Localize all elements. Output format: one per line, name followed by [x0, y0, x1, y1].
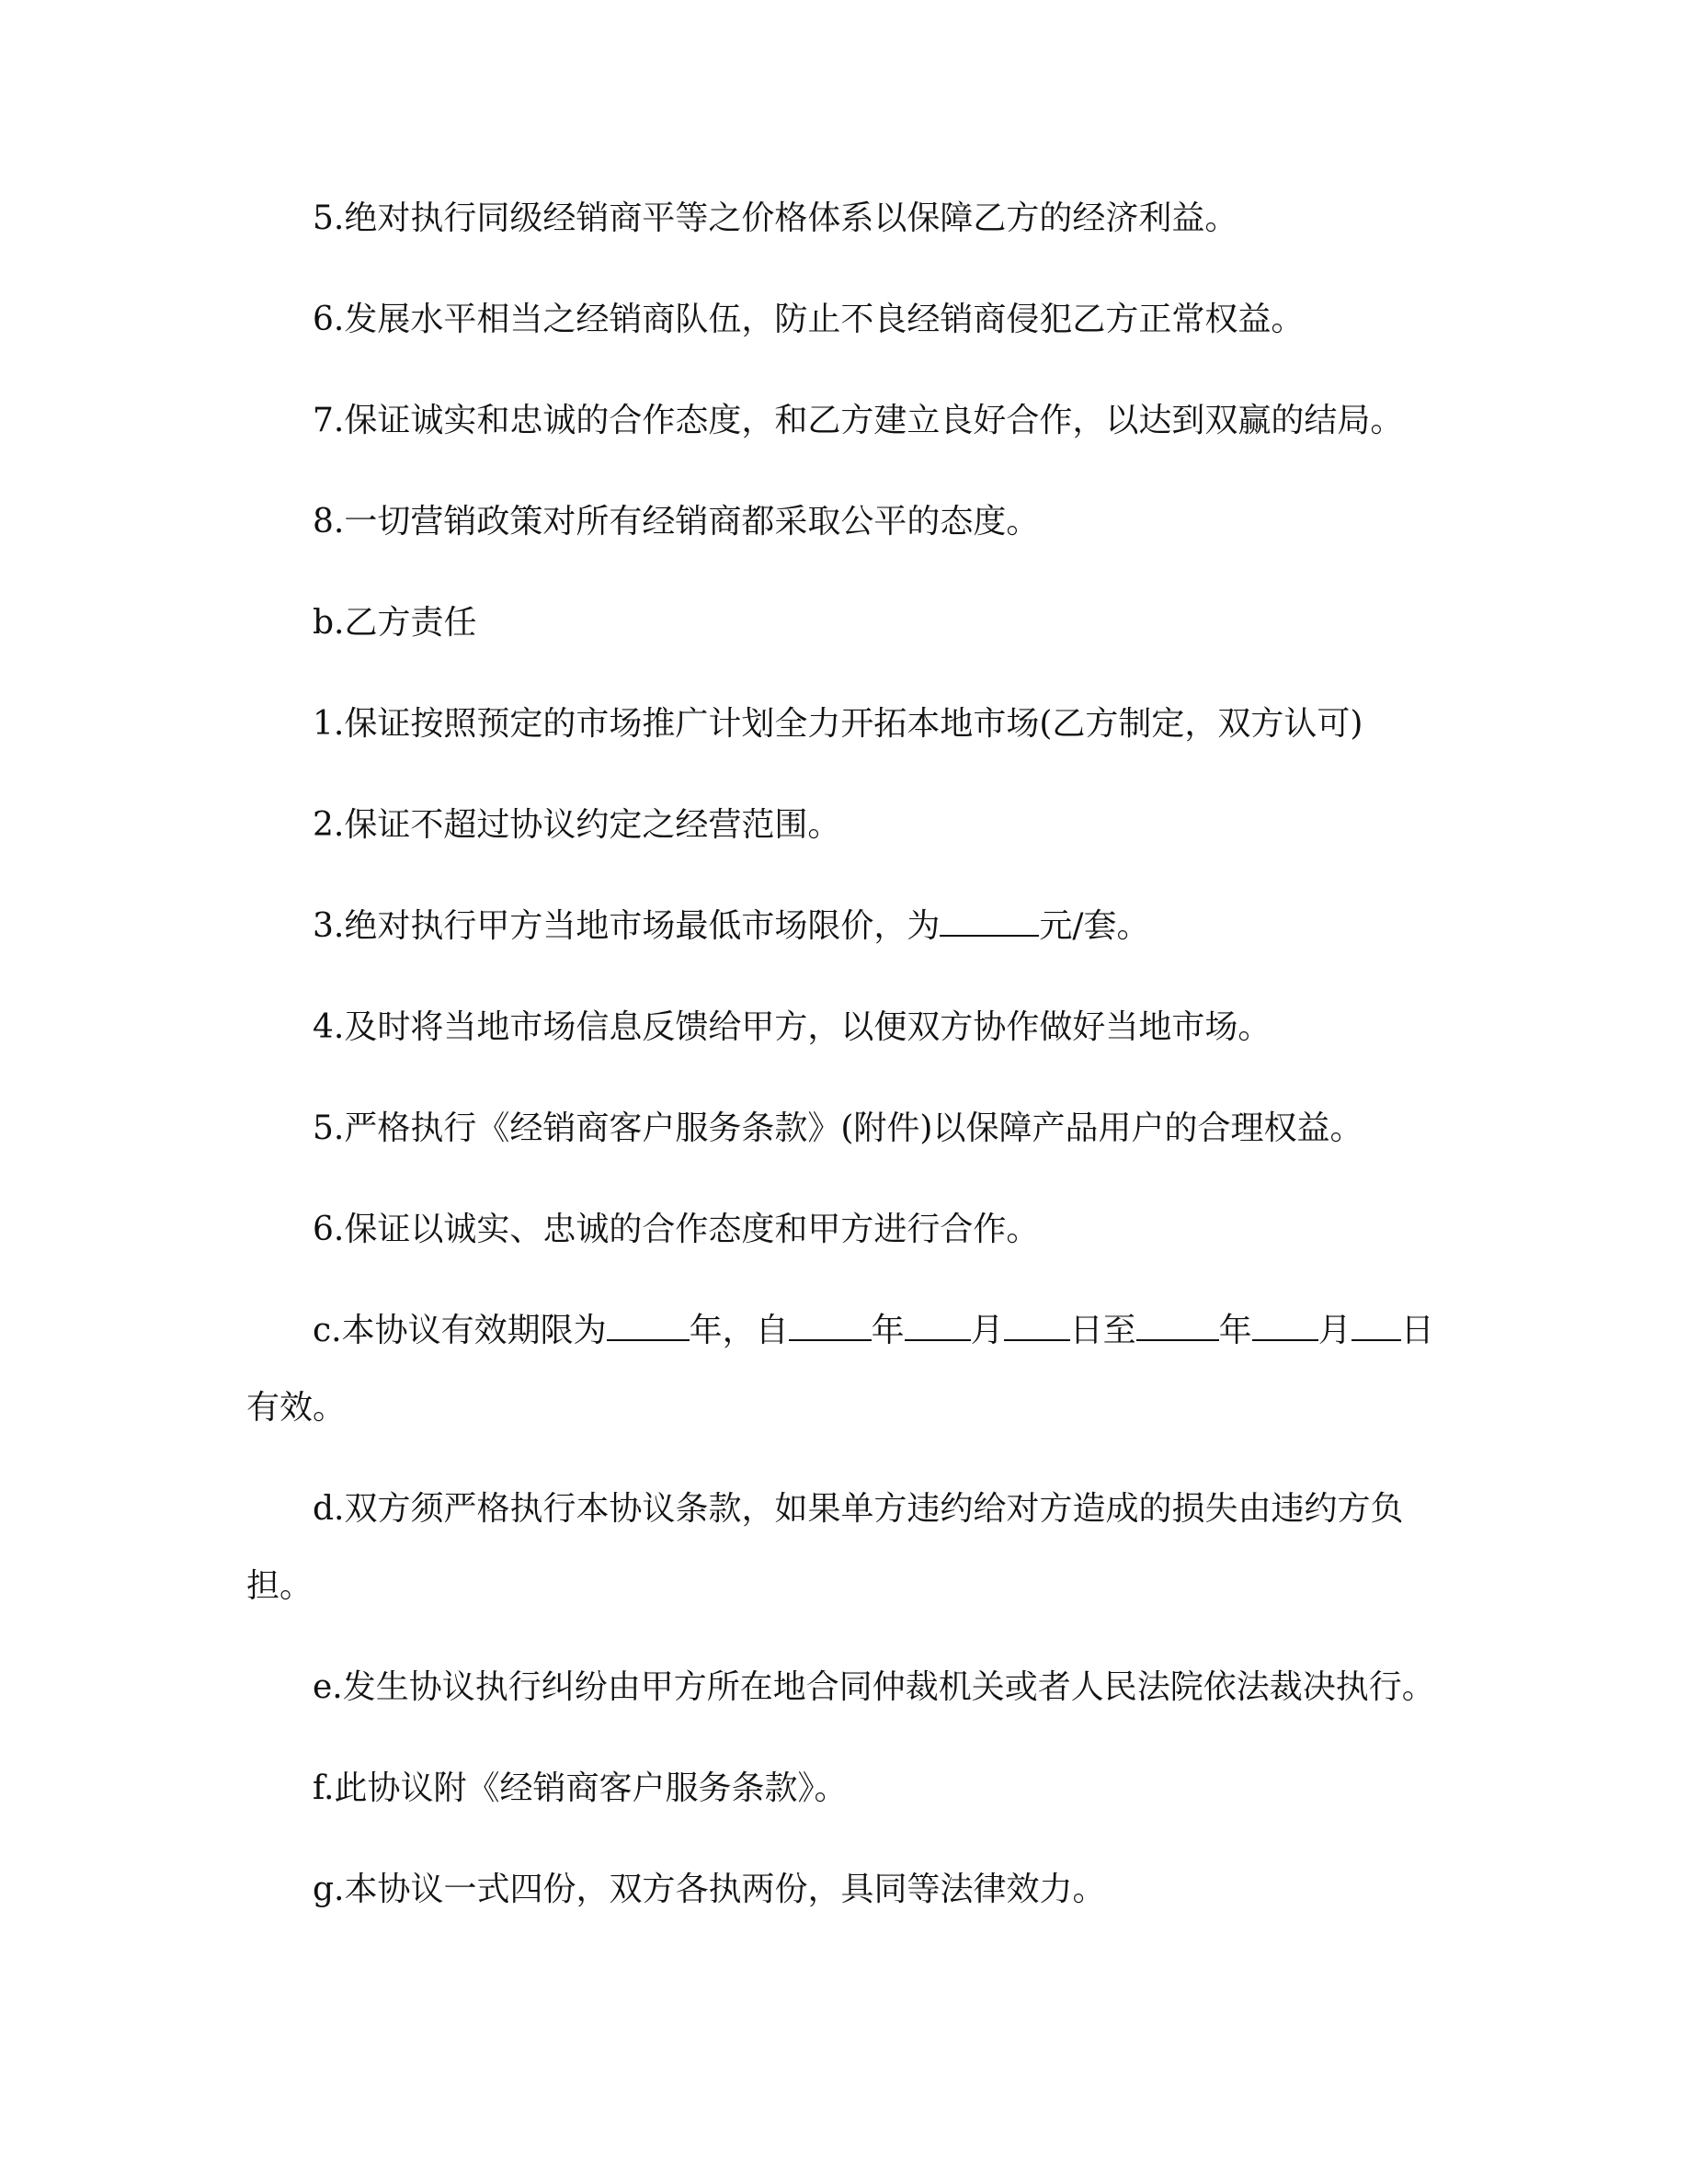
price-blank — [940, 907, 1039, 937]
clause-c-seg-y1: 年 — [871, 1312, 905, 1349]
clause-c-seg-year: 年，自 — [689, 1312, 789, 1349]
end-month-blank — [1252, 1312, 1318, 1341]
clause-b3-suffix: 元/套。 — [1039, 907, 1150, 945]
clause-d: d.双方须严格执行本协议条款，如果单方违约给对方造成的损失由违约方负 — [313, 1490, 1404, 1528]
clause-b1: 1.保证按照预定的市场推广计划全力开拓本地市场(乙方制定，双方认可) — [313, 705, 1363, 743]
clause-b5: 5.严格执行《经销商客户服务条款》(附件)以保障产品用户的合理权益。 — [313, 1109, 1363, 1147]
term-years-blank — [607, 1312, 690, 1341]
start-day-blank — [1004, 1312, 1070, 1341]
clause-c-seg-d1: 日至 — [1069, 1312, 1136, 1349]
clause-c-continuation: 有效。 — [246, 1389, 347, 1427]
section-b-heading: b.乙方责任 — [313, 604, 477, 642]
clause-b4: 4.及时将当地市场信息反馈给甲方，以便双方协作做好当地市场。 — [313, 1008, 1272, 1046]
clause-a8: 8.一切营销政策对所有经销商都采取公平的态度。 — [313, 503, 1040, 540]
end-day-blank — [1352, 1312, 1401, 1341]
start-year-blank — [789, 1312, 872, 1341]
start-month-blank — [905, 1312, 971, 1341]
clause-c-prefix: c.本协议有效期限为 — [313, 1312, 607, 1349]
clause-b3-prefix: 3.绝对执行甲方当地市场最低市场限价，为 — [313, 907, 941, 945]
clause-c-seg-m2: 月 — [1317, 1312, 1352, 1349]
clause-b3 — [246, 901, 1508, 952]
clause-c-seg-y2: 年 — [1218, 1312, 1252, 1349]
end-year-blank — [1136, 1312, 1219, 1341]
clause-f: f.此协议附《经销商客户服务条款》。 — [313, 1769, 848, 1807]
clause-a5: 5.绝对执行同级经销商平等之价格体系以保障乙方的经济利益。 — [313, 199, 1238, 237]
clause-a6: 6.发展水平相当之经销商队伍，防止不良经销商侵犯乙方正常权益。 — [313, 301, 1305, 338]
clause-e: e.发生协议执行纠纷由甲方所在地合同仲裁机关或者人民法院依法裁决执行。 — [313, 1668, 1435, 1706]
clause-d-continuation: 担。 — [246, 1567, 314, 1605]
clause-g: g.本协议一式四份，双方各执两份，具同等法律效力。 — [313, 1871, 1106, 1908]
clause-c-seg-d2: 日 — [1400, 1312, 1434, 1349]
clause-b6: 6.保证以诚实、忠诚的合作态度和甲方进行合作。 — [313, 1211, 1040, 1248]
clause-b2: 2.保证不超过协议约定之经营范围。 — [313, 806, 841, 844]
clause-c-seg-m1: 月 — [970, 1312, 1004, 1349]
clause-c — [246, 1305, 1508, 1357]
clause-a7: 7.保证诚实和忠诚的合作态度，和乙方建立良好合作，以达到双赢的结局。 — [313, 402, 1404, 439]
